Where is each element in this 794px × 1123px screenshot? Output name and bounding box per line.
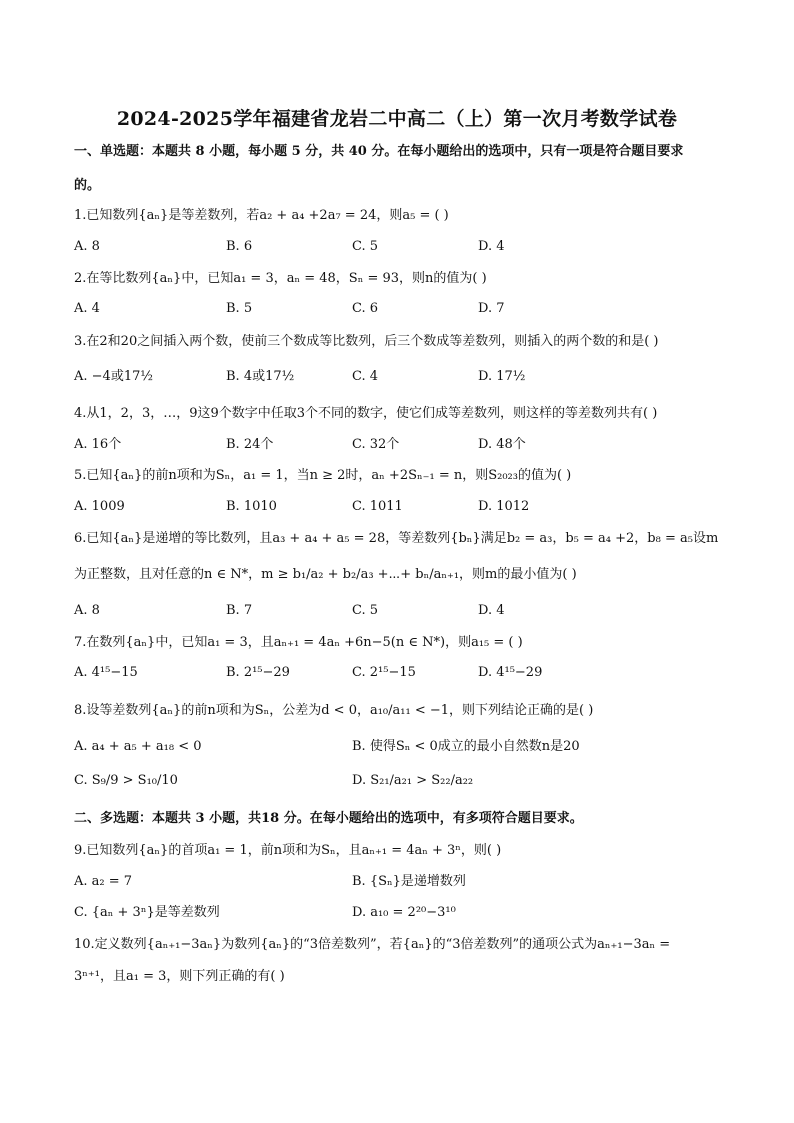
question-9-option-d: D. a₁₀ = 2²⁰−3¹⁰ (352, 905, 456, 920)
question-2-option-c: C. 6 (352, 301, 379, 316)
section2-header: 二、多选题：本题共 3 小题，共18 分。在每小题给出的选项中，有多项符合题目要求。 (74, 811, 583, 826)
question-10-stem: 10.定义数列{aₙ₊₁−3aₙ}为数列{aₙ}的“3倍差数列”，若{aₙ}的“3倍差数列”的通项公式为aₙ₊₁−3aₙ = (74, 937, 671, 952)
question-5-option-d: D. 1012 (478, 499, 530, 514)
question-4-option-c: C. 32个 (352, 437, 400, 452)
question-2-option-b: B. 5 (226, 301, 253, 316)
question-1-stem: 1.已知数列{aₙ}是等差数列，若a₂ + a₄ +2a₇ = 24，则a₅ = ( ) (74, 208, 449, 223)
question-1-option-c: C. 5 (352, 239, 379, 254)
question-5-option-b: B. 1010 (226, 499, 277, 514)
question-8-option-a: A. a₄ + a₅ + a₁₈ < 0 (74, 739, 202, 754)
question-6-stem: 6.已知{aₙ}是递增的等比数列，且a₃ + a₄ + a₅ = 28，等差数列{bₙ}满足b₂ = a₃，b₅ = a₄ +2，b₈ = a₅设m (74, 531, 719, 546)
question-7-option-b: B. 2¹⁵−29 (226, 665, 290, 680)
question-4-option-a: A. 16个 (74, 437, 122, 452)
question-5-stem: 5.已知{aₙ}的前n项和为Sₙ，a₁ = 1，当n ≥ 2时，aₙ +2Sₙ₋₁ = n，则S₂₀₂₃的值为( ) (74, 468, 572, 483)
question-1-option-d: D. 4 (478, 239, 505, 254)
page-title: 2024-2025学年福建省龙岩二中高二（上）第一次月考数学试卷 (116, 108, 678, 130)
question-8-stem: 8.设等差数列{aₙ}的前n项和为Sₙ，公差为d < 0，a₁₀/a₁₁ < −1，则下列结论正确的是( ) (74, 703, 594, 718)
question-5-option-a: A. 1009 (74, 499, 125, 514)
section1-header: 一、单选题：本题共 8 小题，每小题 5 分，共 40 分。在每小题给出的选项中，只有一项是符合题目要求 (74, 144, 684, 159)
question-7-stem: 7.在数列{aₙ}中，已知a₁ = 3，且aₙ₊₁ = 4aₙ +6n−5(n ∈ N*)，则a₁₅ = ( ) (74, 635, 523, 650)
question-8-option-c: C. S₉/9 > S₁₀/10 (74, 773, 178, 788)
question-2-option-d: D. 7 (478, 301, 505, 316)
question-8-option-b: B. 使得Sₙ < 0成立的最小自然数n是20 (352, 739, 580, 754)
question-2-stem: 2.在等比数列{aₙ}中，已知a₁ = 3，aₙ = 48，Sₙ = 93，则n的值为( ) (74, 271, 487, 286)
question-1-option-a: A. 8 (74, 239, 100, 254)
question-9-option-c: C. {aₙ + 3ⁿ}是等差数列 (74, 905, 220, 920)
question-6-stem-cont: 为正整数，且对任意的n ∈ N*，m ≥ b₁/a₂ + b₂/a₃ +⋯+ bₙ/aₙ₊₁，则m的最小值为( ) (74, 567, 577, 582)
question-6-option-c: C. 5 (352, 603, 379, 618)
question-1-option-b: B. 6 (226, 239, 253, 254)
question-7-option-a: A. 4¹⁵−15 (74, 665, 138, 680)
question-9-stem: 9.已知数列{aₙ}的首项a₁ = 1，前n项和为Sₙ，且aₙ₊₁ = 4aₙ + 3ⁿ，则( ) (74, 843, 502, 858)
question-4-stem: 4.从1，2，3，…，9这9个数字中任取3个不同的数字，使它们成等差数列，则这样的等差数列共有( ) (74, 406, 658, 421)
question-3-stem: 3.在2和20之间插入两个数，使前三个数成等比数列，后三个数成等差数列，则插入的两个数的和是( ) (74, 334, 659, 349)
question-3-option-b: B. 4或17½ (226, 369, 295, 384)
section1-header-cont: 的。 (74, 178, 101, 193)
question-6-option-a: A. 8 (74, 603, 100, 618)
question-5-option-c: C. 1011 (352, 499, 403, 514)
question-10-stem-cont: 3ⁿ⁺¹，且a₁ = 3，则下列正确的有( ) (74, 969, 285, 984)
question-6-option-b: B. 7 (226, 603, 253, 618)
question-3-option-d: D. 17½ (478, 369, 526, 384)
question-8-option-d: D. S₂₁/a₂₁ > S₂₂/a₂₂ (352, 773, 474, 788)
question-3-option-c: C. 4 (352, 369, 379, 384)
question-7-option-d: D. 4¹⁵−29 (478, 665, 543, 680)
question-3-option-a: A. −4或17½ (74, 369, 153, 384)
question-2-option-a: A. 4 (74, 301, 100, 316)
question-4-option-b: B. 24个 (226, 437, 274, 452)
question-7-option-c: C. 2¹⁵−15 (352, 665, 416, 680)
question-9-option-a: A. a₂ = 7 (74, 874, 133, 889)
question-4-option-d: D. 48个 (478, 437, 526, 452)
question-6-option-d: D. 4 (478, 603, 505, 618)
question-9-option-b: B. {Sₙ}是递增数列 (352, 874, 466, 889)
